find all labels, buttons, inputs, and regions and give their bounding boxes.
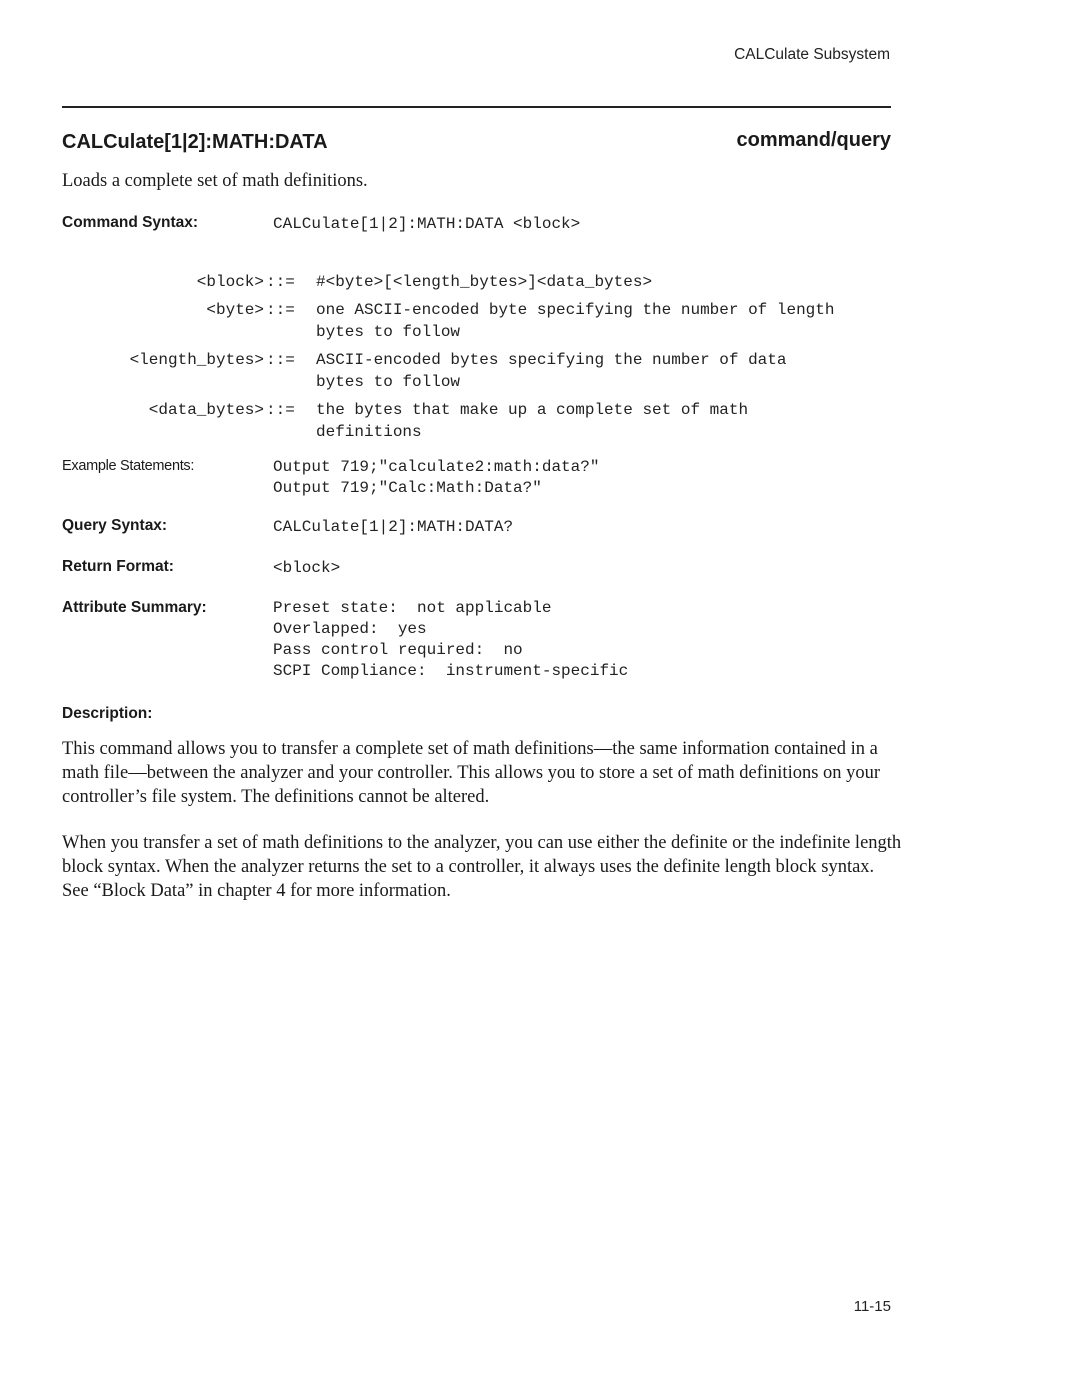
attribute-line: Pass control required: no [273, 641, 523, 659]
description-paragraph: When you transfer a set of math definitions to the analyzer, you can use either the definite or the indefinite length block syntax. When the analyzer returns the set to a controller, it always uses the definite length block syntax. See “Block Data” in chapter 4 for more information. [62, 833, 902, 901]
example-statement: Output 719;"calculate2:math:data?" [273, 458, 600, 476]
page-number: 11-15 [853, 1298, 891, 1315]
return-format-label: Return Format: [62, 558, 174, 575]
definition-text: bytes to follow [316, 373, 461, 391]
command-syntax-label: Command Syntax: [62, 214, 199, 231]
attribute-line: Preset state: not applicable [273, 599, 552, 617]
description-paragraph: This command allows you to transfer a complete set of math definitions—the same information contained in a math file—between the analyzer and your controller. This allows you to store a set of math definitions on your controller’s file system. The definitions cannot be altered. [62, 739, 881, 807]
attribute-line: Overlapped: yes [273, 620, 427, 638]
definition-operator: ::= [266, 301, 295, 319]
definition-text: the bytes that make up a complete set of math [316, 401, 749, 419]
running-head: CALCulate Subsystem [734, 46, 890, 63]
return-format-value: <block> [273, 559, 341, 577]
definition-operator: ::= [266, 273, 295, 291]
example-statements-label: Example Statements: [62, 458, 195, 474]
command-syntax-value: CALCulate[1|2]:MATH:DATA <block> [273, 215, 581, 233]
query-syntax-value: CALCulate[1|2]:MATH:DATA? [273, 518, 514, 536]
definition-term: <length_bytes> [129, 351, 264, 369]
attribute-line: SCPI Compliance: instrument-specific [273, 662, 629, 680]
definition-text: #<byte>[<length_bytes>]<data_bytes> [316, 273, 653, 291]
definition-text: bytes to follow [316, 323, 461, 341]
definition-text: definitions [316, 423, 422, 441]
definition-operator: ::= [266, 401, 295, 419]
command-summary: Loads a complete set of math definitions. [62, 171, 368, 191]
definition-term: <byte> [206, 301, 264, 319]
header-rule [62, 106, 891, 108]
query-syntax-label: Query Syntax: [62, 517, 168, 534]
definition-text: one ASCII-encoded byte specifying the number of length [316, 301, 835, 319]
definition-operator: ::= [266, 351, 295, 369]
definition-text: ASCII-encoded bytes specifying the number of data [316, 351, 787, 369]
example-statement: Output 719;"Calc:Math:Data?" [273, 479, 542, 497]
attribute-summary-label: Attribute Summary: [62, 599, 207, 616]
description-label: Description: [62, 705, 153, 722]
command-type: command/query [736, 129, 891, 151]
definition-term: <block> [196, 273, 264, 291]
definition-term: <data_bytes> [148, 401, 264, 419]
command-title: CALCulate[1|2]:MATH:DATA [62, 131, 328, 153]
